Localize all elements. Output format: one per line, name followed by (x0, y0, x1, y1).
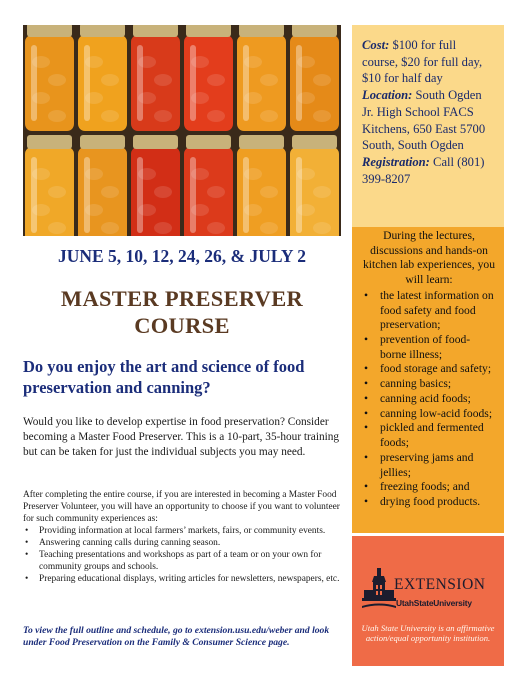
jar-texture (138, 92, 156, 104)
jar-lid (292, 135, 337, 149)
jar-highlight (137, 157, 143, 233)
jar-texture (138, 56, 156, 68)
extension-logo (362, 568, 497, 618)
affirmative-action-note: Utah State University is an affirmative action/equal opportunity institution. (361, 623, 495, 644)
volunteer-paragraph: After completing the entire course, if you are interested in becoming a Master Food Preserver Volunteer, you will have an opportunity to choose if you want to volunteer for such community experiences as: (23, 490, 340, 525)
list-item: • preserving jams and jellies; (364, 451, 496, 480)
jar-texture (191, 168, 209, 180)
jar-texture (244, 56, 262, 68)
jar-texture (313, 222, 331, 234)
university-wordmark: UtahStateUniversity (396, 598, 472, 608)
list-item: • Providing information at local farmers’ markets, fairs, or community events. (23, 525, 348, 537)
jar-lid (133, 25, 178, 37)
list-item: • canning basics; (364, 377, 496, 392)
jar-texture (207, 110, 225, 122)
jar-texture (297, 204, 315, 216)
jar-texture (48, 74, 66, 86)
jar-highlight (31, 157, 37, 233)
list-item: • canning acid foods; (364, 392, 496, 407)
jar-texture (297, 56, 315, 68)
list-item: • canning low-acid foods; (364, 407, 496, 422)
jar-lid (80, 135, 125, 149)
learning-topics-box (352, 227, 504, 533)
title-line-2: COURSE (134, 313, 230, 338)
list-item: • the latest information on food safety and food preservation; (364, 289, 496, 333)
jar-highlight (137, 45, 143, 121)
jar-texture (101, 186, 119, 198)
intro-question: Do you enjoy the art and science of food preservation and canning? (23, 357, 305, 397)
jar-texture (48, 186, 66, 198)
learning-topics-list (362, 289, 496, 510)
jar-texture (313, 74, 331, 86)
jar-lid (186, 135, 231, 149)
cost-text: $100 for full course, $20 for full day, $10 for half day (362, 38, 483, 86)
jar-texture (85, 204, 103, 216)
list-item: • Preparing educational displays, writing articles for newsletters, newspapers, etc. (23, 573, 348, 585)
jar-texture (85, 92, 103, 104)
jar-lid (80, 25, 125, 37)
schedule-footer-note: To view the full outline and schedule, go to extension.usu.edu/weber and look under Food Preservation on the Family & Consumer Science page. (23, 625, 330, 649)
jar-highlight (296, 45, 302, 121)
list-item: • freezing foods; and (364, 480, 496, 495)
cost-label: Cost: (362, 38, 390, 52)
list-item: • drying food products. (364, 495, 496, 510)
jar-texture (32, 168, 50, 180)
canning-jars-photo (23, 25, 341, 236)
cost-info-box (352, 25, 504, 229)
jar-texture (154, 186, 172, 198)
location-text: South Ogden Jr. High School FACS Kitchens, 650 East 5700 South, South Ogden (362, 88, 486, 153)
jar-lid (186, 25, 231, 37)
list-item: • Teaching presentations and workshops as part of a team or on your own for community groups and schools. (23, 549, 348, 573)
jar-texture (48, 222, 66, 234)
list-item: • food storage and safety; (364, 362, 496, 377)
jar-texture (207, 186, 225, 198)
jar-texture (207, 222, 225, 234)
list-item: • pickled and fermented foods; (364, 421, 496, 450)
jar-texture (297, 168, 315, 180)
jar-highlight (296, 157, 302, 233)
jar-highlight (243, 157, 249, 233)
extension-wordmark: EXTENSION (394, 576, 486, 593)
volunteer-section (23, 489, 348, 585)
jar-highlight (31, 45, 37, 121)
jar-texture (32, 204, 50, 216)
list-item: • prevention of food-borne illness; (364, 333, 496, 362)
location-label: Location: (362, 88, 413, 103)
jar-texture (207, 74, 225, 86)
registration-text: Call (801) 399-8207 (362, 155, 485, 186)
jar-texture (260, 186, 278, 198)
jar-texture (191, 92, 209, 104)
jar-texture (260, 74, 278, 86)
jar-highlight (84, 45, 90, 121)
jar-texture (101, 110, 119, 122)
jar-texture (85, 56, 103, 68)
jar-texture (154, 74, 172, 86)
jar-lid (133, 135, 178, 149)
jar-lid (239, 25, 284, 37)
title-line-1: MASTER PRESERVER (60, 286, 304, 311)
course-dates: JUNE 5, 10, 12, 24, 26, & JULY 2 (57, 246, 307, 266)
jars-illustration (23, 25, 341, 236)
jar-texture (244, 204, 262, 216)
jar-texture (48, 110, 66, 122)
jar-texture (138, 204, 156, 216)
jar-highlight (190, 157, 196, 233)
jar-texture (154, 110, 172, 122)
jar-texture (244, 168, 262, 180)
jar-highlight (190, 45, 196, 121)
jar-lid (292, 25, 337, 37)
jar-texture (260, 222, 278, 234)
jar-texture (154, 222, 172, 234)
jar-lid (239, 135, 284, 149)
jar-texture (138, 168, 156, 180)
jar-texture (244, 92, 262, 104)
list-item: • Answering canning calls during canning season. (23, 537, 348, 549)
jar-texture (191, 204, 209, 216)
page-title (23, 285, 341, 339)
jar-lid (27, 25, 72, 37)
jar-texture (191, 56, 209, 68)
jar-texture (101, 222, 119, 234)
jar-texture (297, 92, 315, 104)
registration-label: Registration: (362, 155, 430, 170)
learning-intro: During the lectures, discussions and hands-on kitchen lab experiences, you will learn: (363, 229, 495, 287)
jar-highlight (243, 45, 249, 121)
jar-texture (85, 168, 103, 180)
jar-texture (32, 56, 50, 68)
jar-texture (101, 74, 119, 86)
intro-paragraph: Would you like to develop expertise in food preservation? Consider becoming a Master Food Preserver. This is a 10-part, 35-hour training but can be taken for just the individual subjects you may need. (23, 416, 340, 459)
extension-logo-box (352, 536, 504, 666)
jar-lid (27, 135, 72, 149)
jar-texture (32, 92, 50, 104)
old-main-building-icon (362, 568, 396, 612)
jar-highlight (84, 157, 90, 233)
jar-texture (260, 110, 278, 122)
volunteer-list (23, 525, 348, 585)
jar-texture (313, 186, 331, 198)
jar-texture (313, 110, 331, 122)
